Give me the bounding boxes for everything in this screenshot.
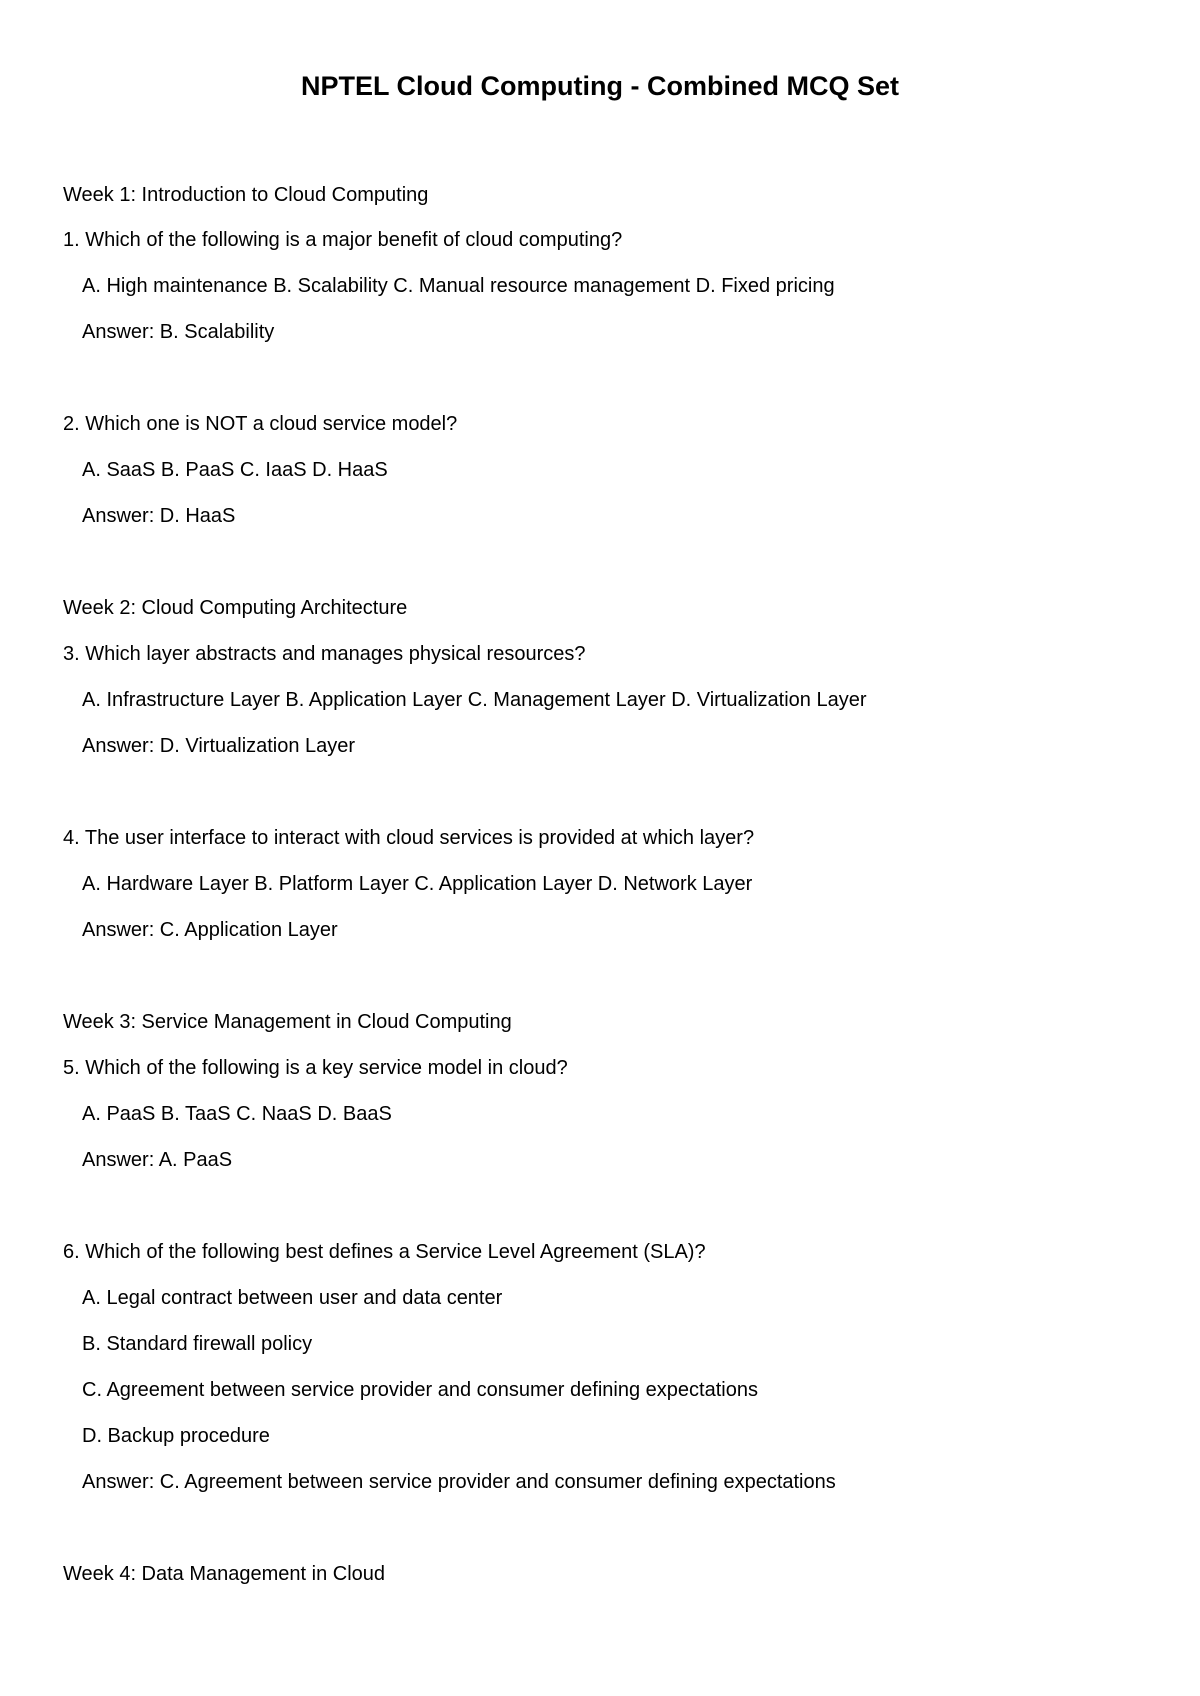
section-heading-week-2: Week 2: Cloud Computing Architecture: [63, 597, 408, 619]
question-3-answer: Answer: D. Virtualization Layer: [82, 735, 356, 757]
question-1-options: A. High maintenance B. Scalability C. Manual resource management D. Fixed pricing: [82, 275, 835, 297]
question-1: 1. Which of the following is a major benefit of cloud computing?: [63, 229, 623, 251]
question-6-option-a: A. Legal contract between user and data center: [82, 1287, 503, 1309]
question-6-option-c: C. Agreement between service provider and consumer defining expectations: [82, 1379, 758, 1401]
question-5-options: A. PaaS B. TaaS C. NaaS D. BaaS: [82, 1103, 392, 1125]
section-heading-week-1: Week 1: Introduction to Cloud Computing: [63, 184, 429, 206]
question-6-answer: Answer: C. Agreement between service provider and consumer defining expectations: [82, 1471, 836, 1493]
question-1-answer: Answer: B. Scalability: [82, 321, 275, 343]
question-4-options: A. Hardware Layer B. Platform Layer C. Application Layer D. Network Layer: [82, 873, 753, 895]
page-title: NPTEL Cloud Computing - Combined MCQ Set: [301, 71, 899, 101]
question-5-answer: Answer: A. PaaS: [82, 1149, 233, 1171]
question-4-answer: Answer: C. Application Layer: [82, 919, 338, 941]
question-4: 4. The user interface to interact with cloud services is provided at which layer?: [63, 827, 755, 849]
question-5: 5. Which of the following is a key service model in cloud?: [63, 1057, 568, 1079]
question-6-option-d: D. Backup procedure: [82, 1425, 270, 1447]
question-3-options: A. Infrastructure Layer B. Application Layer C. Management Layer D. Virtualization Layer: [82, 689, 867, 711]
question-2-answer: Answer: D. HaaS: [82, 505, 236, 527]
question-2: 2. Which one is NOT a cloud service model?: [63, 413, 458, 435]
question-6: 6. Which of the following best defines a Service Level Agreement (SLA)?: [63, 1241, 706, 1263]
question-3: 3. Which layer abstracts and manages physical resources?: [63, 643, 586, 665]
question-2-options: A. SaaS B. PaaS C. IaaS D. HaaS: [82, 459, 388, 481]
question-6-option-b: B. Standard firewall policy: [82, 1333, 313, 1355]
section-heading-week-4: Week 4: Data Management in Cloud: [63, 1563, 386, 1585]
section-heading-week-3: Week 3: Service Management in Cloud Computing: [63, 1011, 512, 1033]
